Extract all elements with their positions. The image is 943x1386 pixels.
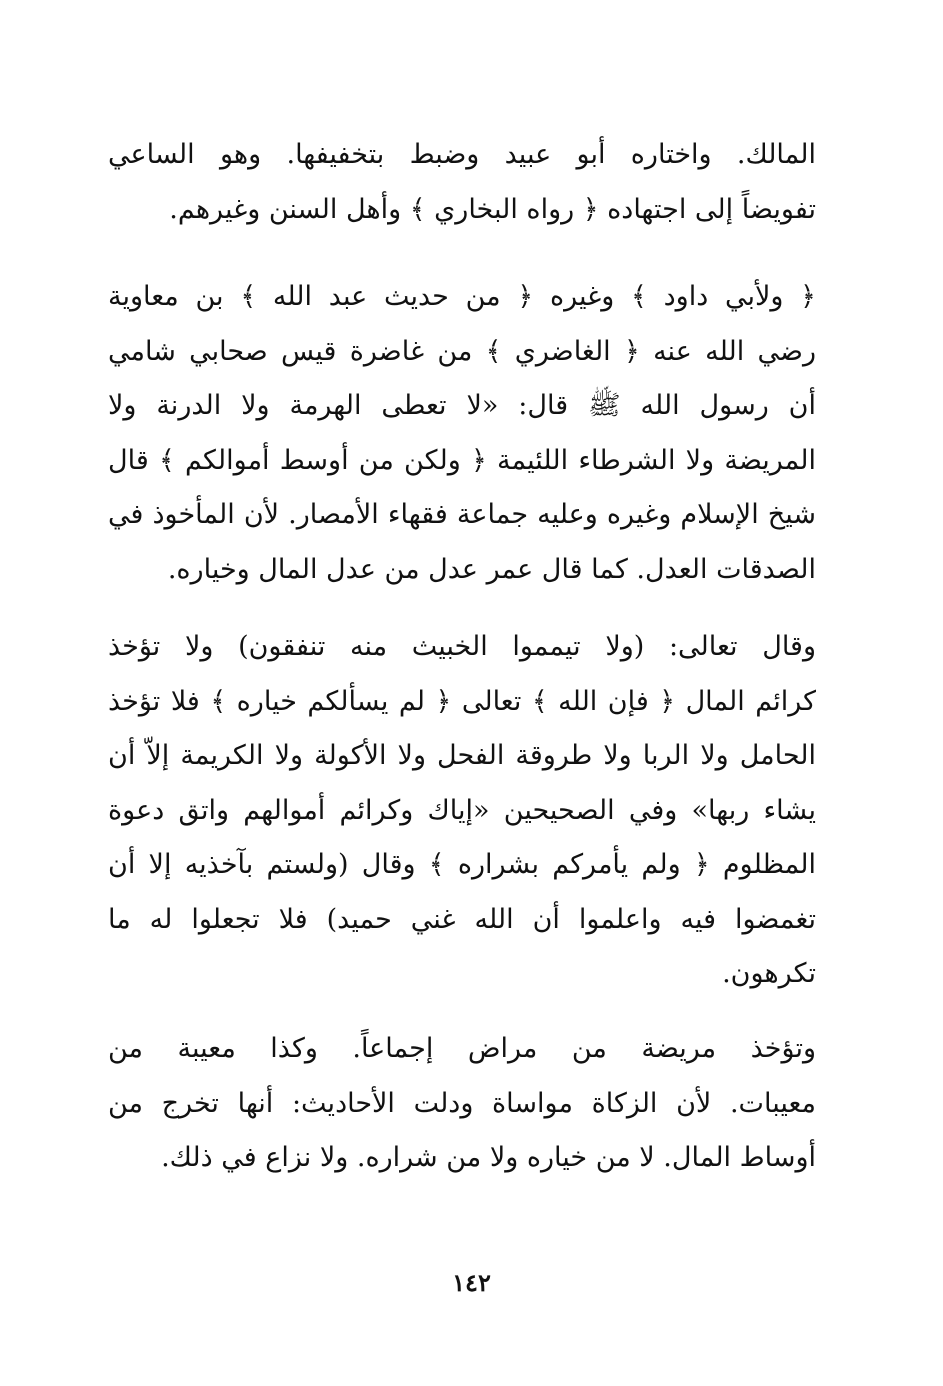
text-line: معيبات. لأن الزكاة مواساة ودلت الأحاديث: أنها تخرج من [108,1087,816,1119]
text-line: وقال تعالى: (ولا تيمموا الخبيث منه تنفقون) ولا تؤخذ [108,631,816,662]
text-line: المالك. واختاره أبو عبيد وضبط بتخفيفها. وهو الساعي [108,139,816,170]
text-line: تفويضاً إلى اجتهاده ﴿ رواه البخاري ﴾ وأهل السنن وغيرهم. [169,193,816,225]
text-line: شيخ الإسلام وغيره وعليه جماعة فقهاء الأمصار. لأن المأخوذ في [108,499,816,530]
text-line: أن رسول الله ﷺ قال: «لا تعطى الهرمة ولا الدرنة ولا [108,390,816,421]
text-line: الحامل ولا الربا ولا طروقة الفحل ولا الأكولة ولا الكريمة إلاّ أن [108,740,816,771]
paragraph-1 [108,128,816,237]
text-line: كرائم المال ﴿ فإن الله ﴾ تعالى ﴿ لم يسألكم خياره ﴾ فلا تؤخذ [108,685,816,717]
text-line: المظلوم ﴿ ولم يأمركم بشراره ﴾ وقال (ولستم بآخذيه إلا أن [108,849,816,880]
paragraph-3 [108,620,816,1002]
text-line: يشاء ربها» وفي الصحيحين «إياك وكرائم أموالهم واتق دعوة [108,794,816,826]
page-number: ١٤٢ [452,1268,491,1297]
text-line: أوساط المال. لا من خياره ولا من شراره. ولا نزاع في ذلك. [161,1142,816,1173]
text-line: تغمضوا فيه واعلموا أن الله غني حميد) فلا تجعلوا له ما [108,903,816,935]
paragraph-4 [108,1022,816,1186]
text-line: الصدقات العدل. كما قال عمر عدل من عدل المال وخياره. [167,553,816,585]
text-line: تكرهون. [722,958,816,989]
text-line: ﴿ ولأبي داود ﴾ وغيره ﴿ من حديث عبد الله ﴾ بن معاوية [108,281,816,312]
text-line: المريضة ولا الشرطاء اللئيمة ﴿ ولكن من أوسط أموالكم ﴾ قال [108,444,816,476]
paragraph-2 [108,270,816,597]
text-line: وتؤخذ مريضة من مراض إجماعاً. وكذا معيبة من [108,1033,816,1064]
text-line: رضي الله عنه ﴿ الغاضري ﴾ من غاضرة قيس صحابي شامي [108,335,816,367]
